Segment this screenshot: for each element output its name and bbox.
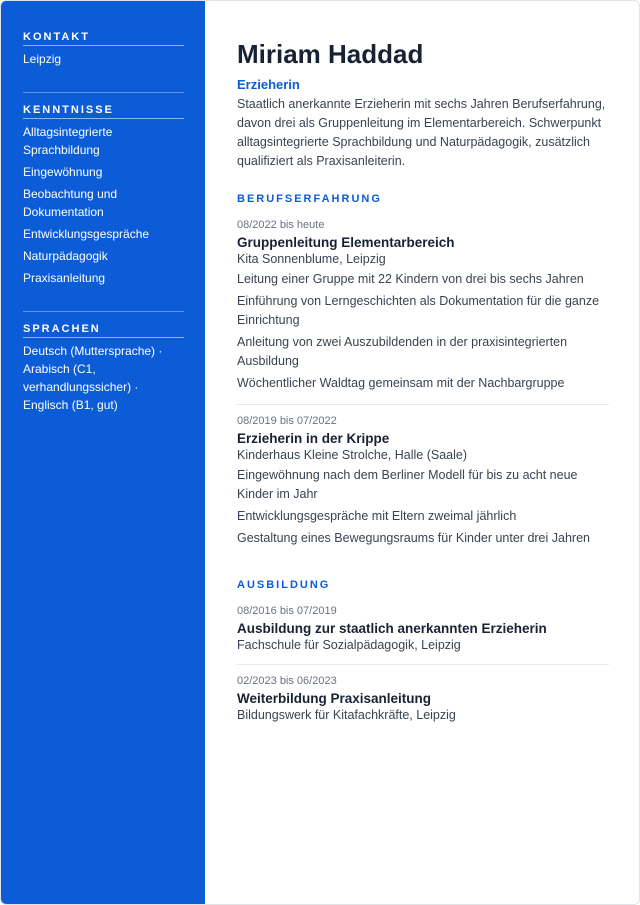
sidebar-divider [23, 311, 184, 312]
education-entry [237, 605, 609, 664]
contact-heading: KONTAKT [23, 31, 184, 46]
entry-bullet: Anleitung von zwei Auszubildenden in der praxisintegrierten Ausbildung [237, 335, 568, 368]
contact-city: Leipzig [23, 52, 62, 66]
entry-bullet: Einführung von Lerngeschichten als Dokumentation für die ganze Einrichtung [237, 294, 600, 327]
profile-summary: Staatlich anerkannte Erzieherin mit sechs Jahren Berufserfahrung, davon drei als Gruppenleitung im Elementarbereich. Schwerpunkt alltagsintegrierte Sprachbildung und Naturpädagogik, zusätzlich qualifiziert als Praxisanleiterin. [237, 97, 606, 168]
skill-item: Alltagsintegrierte Sprachbildung [23, 125, 113, 157]
languages-heading: SPRACHEN [23, 323, 184, 338]
entry-date: 08/2019 bis 07/2022 [237, 415, 337, 427]
education-heading: AUSBILDUNG [237, 579, 331, 591]
entry-bullet: Gestaltung eines Bewegungsraums für Kinder unter drei Jahren [237, 531, 590, 545]
education-section [237, 579, 609, 734]
skills-heading: KENNTNISSE [23, 104, 184, 119]
languages-section [23, 323, 184, 414]
entry-date: 02/2023 bis 06/2023 [237, 675, 337, 687]
entry-date: 08/2022 bis heute [237, 219, 325, 231]
experience-entry [237, 219, 609, 404]
experience-entry [237, 404, 609, 559]
entry-bullet: Eingewöhnung nach dem Berliner Modell für bis zu acht neue Kinder im Jahr [237, 468, 578, 501]
experience-section [237, 193, 609, 559]
skill-item: Beobachtung und Dokumentation [23, 187, 118, 219]
languages-text: Deutsch (Muttersprache) · Arabisch (C1, verhandlungssicher) · Englisch (B1, gut) [23, 344, 163, 412]
skills-section [23, 104, 184, 287]
entry-date: 08/2016 bis 07/2019 [237, 605, 337, 617]
skill-item: Naturpädagogik [23, 249, 108, 263]
person-name: Miriam Haddad [237, 39, 424, 69]
entry-bullet: Entwicklungsgespräche mit Eltern zweimal jährlich [237, 509, 517, 523]
entry-title: Weiterbildung Praxisanleitung [237, 691, 432, 706]
experience-heading: BERUFSERFAHRUNG [237, 193, 382, 205]
contact-section [23, 31, 184, 68]
entry-title: Erzieherin in der Krippe [237, 431, 390, 446]
entry-bullet: Leitung einer Gruppe mit 22 Kindern von drei bis sechs Jahren [237, 272, 584, 286]
entry-organization: Kinderhaus Kleine Strolche, Halle (Saale) [237, 448, 467, 462]
sidebar-divider [23, 92, 184, 93]
entry-bullet: Wöchentlicher Waldtag gemeinsam mit der Nachbargruppe [237, 376, 565, 390]
skill-item: Eingewöhnung [23, 165, 103, 179]
job-role: Erzieherin [237, 77, 300, 92]
entry-organization: Bildungswerk für Kitafachkräfte, Leipzig [237, 708, 456, 722]
entry-title: Ausbildung zur staatlich anerkannten Erzieherin [237, 621, 547, 636]
education-entry [237, 664, 609, 734]
sidebar [1, 1, 205, 904]
skill-item: Entwicklungsgespräche [23, 227, 150, 241]
main-content [205, 1, 639, 904]
skill-item: Praxisanleitung [23, 271, 106, 285]
entry-organization: Kita Sonnenblume, Leipzig [237, 252, 386, 266]
entry-organization: Fachschule für Sozialpädagogik, Leipzig [237, 638, 461, 652]
entry-title: Gruppenleitung Elementarbereich [237, 235, 455, 250]
